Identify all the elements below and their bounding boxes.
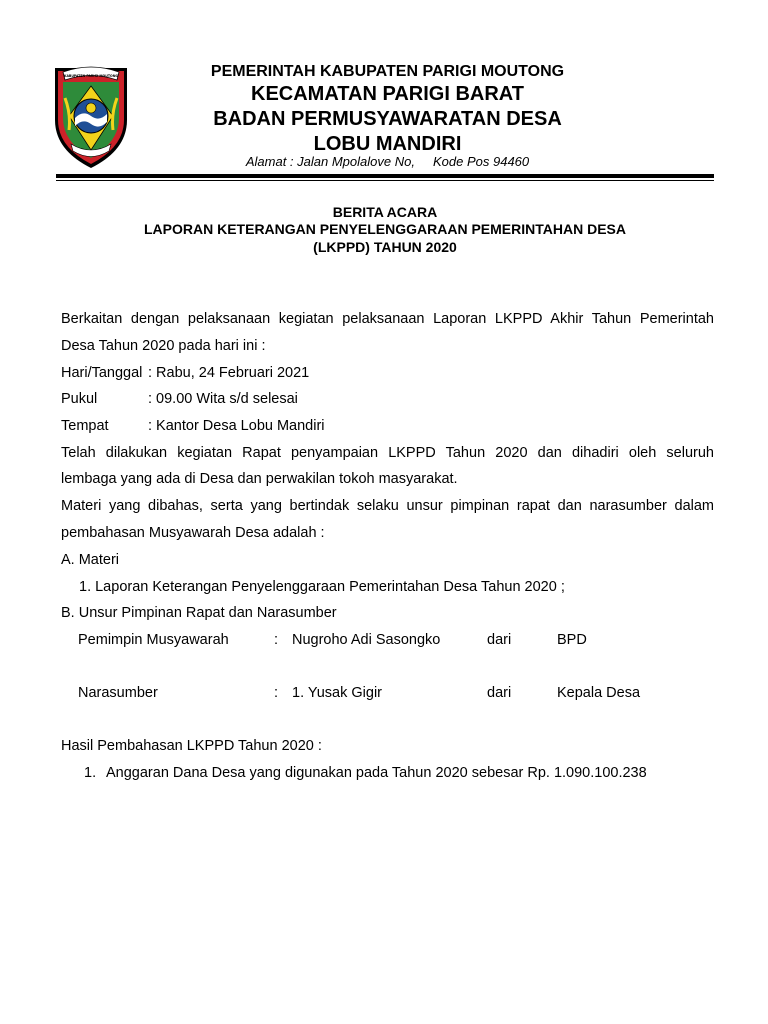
document-title: BERITA ACARA <box>332 204 438 220</box>
header-regency: PEMERINTAH KABUPATEN PARIGI MOUTONG <box>210 63 565 80</box>
section-a-item: 1. Laporan Keterangan Penyelenggaraan Pemerintahan Desa Tahun 2020 ; <box>79 579 565 595</box>
speaker-role: Narasumber <box>78 685 158 701</box>
header-divider-thin <box>56 180 714 181</box>
meeting-paragraph-line2: lembaga yang ada di Desa dan perwakilan tokoh masyarakat. <box>61 471 458 487</box>
logo-banner-text: KABUPATEN PARIGI MOUTONG <box>63 74 119 78</box>
header-agency: BADAN PERMUSYAWARATAN DESA <box>213 108 562 130</box>
speaker-from: dari <box>487 685 512 701</box>
intro-paragraph-line1: Berkaitan dengan pelaksanaan kegiatan pelaksanaan Laporan LKPPD Akhir Tahun Pemerintah <box>61 311 714 327</box>
intro-paragraph-line2: Desa Tahun 2020 pada hari ini : <box>61 338 266 354</box>
material-paragraph-line1: Materi yang dibahas, serta yang bertindak selaku unsur pimpinan rapat dan narasumber dalam <box>61 498 714 514</box>
leader-role: Pemimpin Musyawarah <box>78 632 229 648</box>
header-address: Alamat : Jalan Mpolalove No, Kode Pos 94460 <box>245 154 530 169</box>
document-subtitle: LAPORAN KETERANGAN PENYELENGGARAAN PEMERINTAHAN DESA <box>144 221 626 237</box>
header-district: KECAMATAN PARIGI BARAT <box>251 83 524 105</box>
document-subtitle-year: (LKPPD) TAHUN 2020 <box>313 239 457 255</box>
result-item: Anggaran Dana Desa yang digunakan pada Tahun 2020 sebesar Rp. 1.090.100.238 <box>106 765 647 781</box>
material-paragraph-line2: pembahasan Musyawarah Desa adalah : <box>61 525 325 541</box>
date-label: Hari/Tanggal <box>61 365 143 381</box>
place-label: Tempat <box>61 418 109 434</box>
section-a-heading: A. Materi <box>61 552 120 568</box>
speaker-name: 1. Yusak Gigir <box>292 685 383 701</box>
section-b-heading: B. Unsur Pimpinan Rapat dan Narasumber <box>61 605 337 621</box>
leader-name: Nugroho Adi Sasongko <box>292 632 441 648</box>
time-value: : 09.00 Wita s/d selesai <box>148 391 298 407</box>
leader-from: dari <box>487 632 512 648</box>
leader-org: BPD <box>557 632 587 648</box>
meeting-paragraph-line1: Telah dilakukan kegiatan Rapat penyampaian LKPPD Tahun 2020 dan dihadiri oleh seluruh <box>61 445 714 461</box>
place-value: : Kantor Desa Lobu Mandiri <box>148 418 325 434</box>
result-item-number: 1. <box>84 765 97 781</box>
header-divider-thick <box>56 174 714 178</box>
speaker-colon: : <box>274 685 279 701</box>
result-heading: Hasil Pembahasan LKPPD Tahun 2020 : <box>61 738 322 754</box>
time-label: Pukul <box>61 391 98 407</box>
regency-emblem-logo <box>51 58 131 170</box>
leader-colon: : <box>274 632 279 648</box>
header-village: LOBU MANDIRI <box>313 133 462 155</box>
date-value: : Rabu, 24 Februari 2021 <box>148 365 310 381</box>
speaker-org: Kepala Desa <box>557 685 641 701</box>
